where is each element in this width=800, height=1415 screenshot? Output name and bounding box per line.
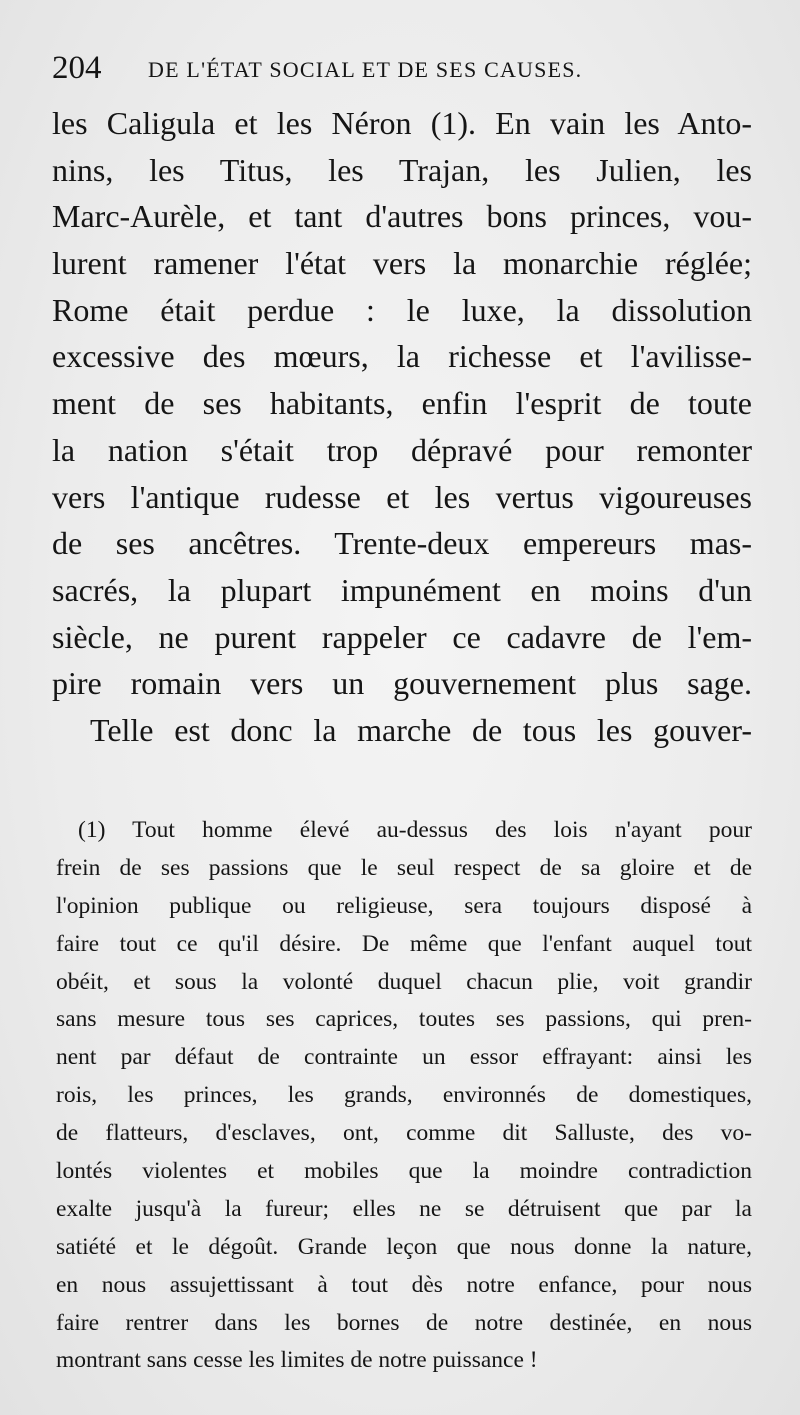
- page-number: 204: [52, 50, 102, 86]
- body-line: Rome était perdue : le luxe, la dissolution: [52, 291, 752, 328]
- body-line: de ses ancêtres. Trente-deux empereurs mas-: [52, 525, 752, 562]
- footnote-line: montrant sans cesse les limites de notre puissance !: [56, 1347, 538, 1374]
- footnote-line: (1) Tout homme élevé au-dessus des lois n'ayant pour: [78, 817, 752, 843]
- footnote-line: faire tout ce qu'il désire. De même que l'enfant auquel tout: [56, 930, 752, 957]
- footnote-line: de flatteurs, d'esclaves, ont, comme dit Salluste, des vo-: [56, 1120, 752, 1147]
- footnote-line: lontés violentes et mobiles que la moindre contradiction: [56, 1158, 752, 1185]
- body-line: pire romain vers un gouvernement plus sage.: [52, 665, 752, 702]
- footnote-line: faire rentrer dans les bornes de notre destinée, en nous: [56, 1309, 752, 1336]
- body-line: les Caligula et les Néron (1). En vain les Anto-: [52, 105, 752, 141]
- footnote-line: sans mesure tous ses caprices, toutes ses passions, qui pren-: [56, 1006, 752, 1033]
- body-line: Marc-Aurèle, et tant d'autres bons princes, vou-: [52, 198, 752, 235]
- body-text: [52, 100, 752, 754]
- body-line: excessive des mœurs, la richesse et l'avilisse-: [52, 338, 752, 375]
- footnote-line: obéit, et sous la volonté duquel chacun plie, voit grandir: [56, 968, 752, 995]
- footnote: [56, 812, 752, 1380]
- body-line: ment de ses habitants, enfin l'esprit de toute: [52, 385, 752, 422]
- footnote-line: nent par défaut de contrainte un essor effrayant: ainsi les: [56, 1044, 752, 1071]
- body-line: vers l'antique rudesse et les vertus vigoureuses: [52, 478, 752, 515]
- body-line: siècle, ne purent rappeler ce cadavre de l'em-: [52, 618, 752, 655]
- page-header: [52, 48, 752, 88]
- body-line: lurent ramener l'état vers la monarchie réglée;: [52, 245, 752, 282]
- footnote-line: frein de ses passions que le seul respect de sa gloire et de: [56, 854, 752, 881]
- footnote-line: en nous assujettissant à tout dès notre enfance, pour nous: [56, 1271, 752, 1298]
- footnote-line: rois, les princes, les grands, environnés de domestiques,: [56, 1082, 752, 1109]
- body-line: nins, les Titus, les Trajan, les Julien, les: [52, 151, 752, 188]
- body-line: sacrés, la plupart impunément en moins d'un: [52, 571, 752, 608]
- body-line: la nation s'était trop dépravé pour remonter: [52, 431, 752, 468]
- running-title: DE L'ÉTAT SOCIAL ET DE SES CAUSES.: [148, 57, 583, 82]
- footnote-line: exalte jusqu'à la fureur; elles ne se détruisent que par la: [56, 1195, 752, 1222]
- footnote-line: l'opinion publique ou religieuse, sera toujours disposé à: [56, 892, 752, 919]
- footnote-line: satiété et le dégoût. Grande leçon que nous donne la nature,: [56, 1233, 752, 1260]
- body-line: Telle est donc la marche de tous les gouver-: [90, 711, 752, 748]
